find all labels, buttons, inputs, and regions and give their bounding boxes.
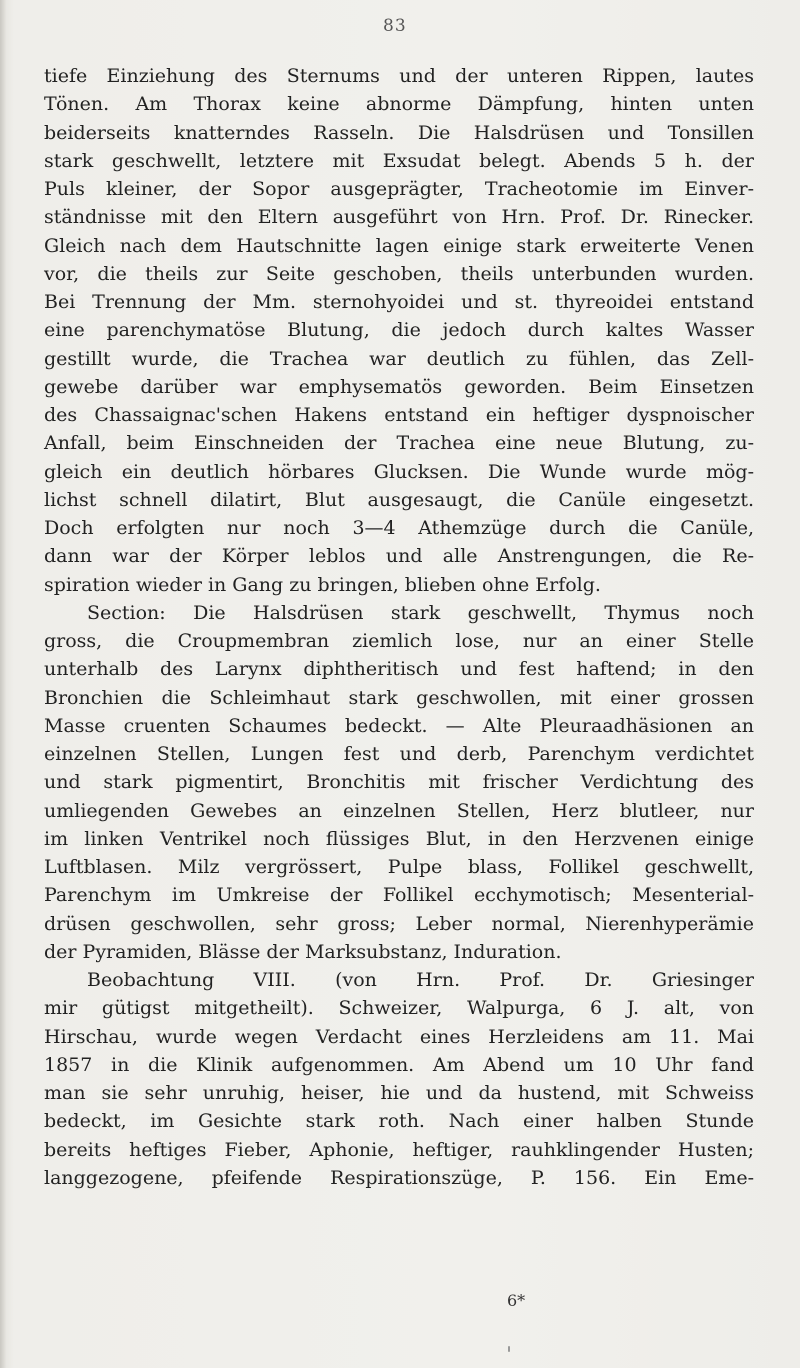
text-line: Luftblasen. Milz vergrössert, Pulpe blass, Follikel geschwellt,: [44, 856, 754, 878]
page-number: 83: [383, 16, 407, 36]
text-line: mir gütigst mitgetheilt). Schweizer, Walpurga, 6 J. alt, von: [44, 997, 754, 1020]
text-line: langgezogene, pfeifende Respirationszüge, P. 156. Ein Eme-: [44, 1166, 754, 1189]
text-line: einzelnen Stellen, Lungen fest und derb, Parenchym verdichtet: [44, 743, 754, 765]
text-line: umliegenden Gewebes an einzelnen Stellen, Herz blutleer, nur: [44, 799, 754, 822]
text-line: man sie sehr unruhig, heiser, hie und da hustend, mit Schweiss: [44, 1082, 754, 1104]
text-line: der Pyramiden, Blässe der Marksubstanz, Induration.: [44, 940, 562, 963]
text-line: des Chassaignac'schen Hakens entstand ein heftiger dyspnoischer: [44, 404, 754, 426]
text-line: Bei Trennung der Mm. sternohyoidei und st. thyreoidei entstand: [44, 291, 754, 313]
section-heading-line: Section: Die Halsdrüsen stark geschwellt, Thymus noch: [87, 601, 754, 624]
text-line: Tönen. Am Thorax keine abnorme Dämpfung, hinten unten: [44, 93, 754, 116]
text-line: tiefe Einziehung des Sternums und der unteren Rippen, lautes: [44, 65, 754, 87]
text-line: und stark pigmentirt, Bronchitis mit frischer Verdichtung des: [44, 771, 754, 794]
print-speck: [508, 1346, 510, 1352]
text-line: beiderseits knatterndes Rasseln. Die Halsdrüsen und Tonsillen: [44, 121, 754, 144]
text-line: dann war der Körper leblos und alle Anstrengungen, die Re-: [44, 545, 754, 568]
text-line: Masse cruenten Schaumes bedeckt. — Alte Pleuraadhäsionen an: [44, 714, 754, 737]
text-line: gross, die Croupmembran ziemlich lose, nur an einer Stelle: [44, 630, 754, 652]
text-line: Puls kleiner, der Sopor ausgeprägter, Tracheotomie im Einver-: [44, 178, 754, 200]
text-line: Hirschau, wurde wegen Verdacht eines Herzleidens am 11. Mai: [44, 1025, 754, 1048]
text-line: gleich ein deutlich hörbares Glucksen. Die Wunde wurde mög-: [44, 460, 754, 483]
text-line: eine parenchymatöse Blutung, die jedoch durch kaltes Wasser: [44, 319, 754, 342]
text-line: bereits heftiges Fieber, Aphonie, heftiger, rauhklingender Husten;: [44, 1138, 754, 1161]
text-line: lichst schnell dilatirt, Blut ausgesaugt, die Canüle eingesetzt.: [44, 488, 754, 511]
text-line: Parenchym im Umkreise der Follikel ecchymotisch; Mesenterial-: [44, 884, 754, 907]
page-gutter-shadow: [0, 0, 6, 1368]
text-line: Gleich nach dem Hautschnitte lagen einige stark erweiterte Venen: [44, 234, 754, 257]
text-line: vor, die theils zur Seite geschoben, theils unterbunden wurden.: [44, 262, 754, 285]
text-line: Bronchien die Schleimhaut stark geschwollen, mit einer grossen: [44, 686, 754, 709]
text-line: im linken Ventrikel noch flüssiges Blut, in den Herzvenen einige: [44, 827, 754, 850]
text-line: gestillt wurde, die Trachea war deutlich zu fühlen, das Zell-: [44, 347, 754, 370]
text-line: 1857 in die Klinik aufgenommen. Am Abend um 10 Uhr fand: [44, 1053, 754, 1076]
text-line: Doch erfolgten nur noch 3—4 Athemzüge durch die Canüle,: [44, 517, 754, 539]
text-line: ständnisse mit den Eltern ausgeführt von Hrn. Prof. Dr. Rinecker.: [44, 206, 754, 229]
text-line: stark geschwellt, letztere mit Exsudat belegt. Abends 5 h. der: [44, 149, 754, 172]
text-line: Anfall, beim Einschneiden der Trachea eine neue Blutung, zu-: [44, 432, 754, 455]
text-line: gewebe darüber war emphysematös geworden. Beim Einsetzen: [44, 375, 754, 398]
text-line: bedeckt, im Gesichte stark roth. Nach einer halben Stunde: [44, 1110, 754, 1133]
body-text: [44, 62, 754, 1192]
text-line: unterhalb des Larynx diphtheritisch und fest haftend; in den: [44, 658, 754, 681]
observation-heading-line: Beobachtung VIII. (von Hrn. Prof. Dr. Griesinger: [87, 969, 754, 991]
text-line: spiration wieder in Gang zu bringen, blieben ohne Erfolg.: [44, 573, 601, 596]
signature-mark: 6*: [507, 1291, 526, 1310]
text-line: drüsen geschwollen, sehr gross; Leber normal, Nierenhyperämie: [44, 912, 754, 935]
